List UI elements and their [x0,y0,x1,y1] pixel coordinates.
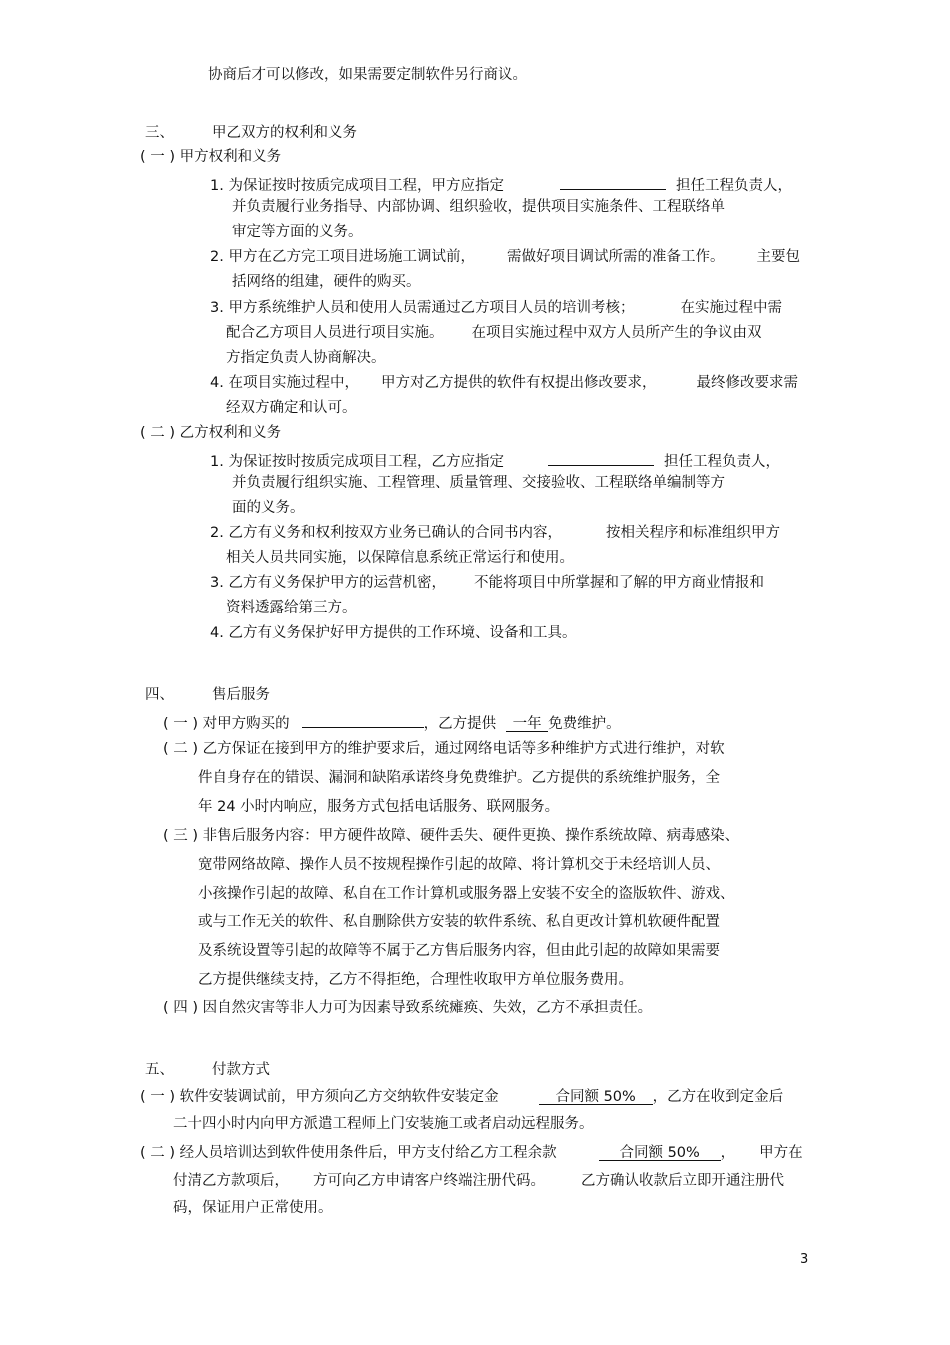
responsible-person-blank-a [560,173,666,190]
sec3-b-2-line2: 相关人员共同实施，以保障信息系统正常运行和使用。 [226,550,574,566]
section-5-number: 五、 [145,1062,174,1078]
section-3-title: 甲乙双方的权利和义务 [212,125,357,141]
sec3-a-1-line2: 并负责履行业务指导、内部协调、组织验收，提供项目实施条件、工程联络单 [232,199,725,215]
sec4-p3-line3: 小孩操作引起的故障、私自在工作计算机或服务器上安装不安全的盗版软件、游戏、 [198,886,735,902]
sec5-p1-line1: ( 一 ) 软件安装调试前，甲方须向乙方交纳软件安装定金 合同额 50% ，乙方在收到定金后 [140,1089,784,1105]
sec3-a-2-line1: 2. 甲方在乙方完工项目进场施工调试前， 需做好项目调试所需的准备工作。 主要包 [210,249,800,265]
sec4-p3-line5: 及系统设置等引起的故障等不属于乙方售后服务内容，但由此引起的故障如果需要 [198,943,720,959]
sec5-p2-line3: 码，保证用户正常使用。 [173,1200,333,1216]
sec3-b-label: ( 二 ) 乙方权利和义务 [140,425,282,441]
sec3-a-3-line3: 方指定负责人协商解决。 [226,350,386,366]
sec4-p1: ( 一 ) 对甲方购买的 ，乙方提供 一年 免费维护。 [163,711,621,733]
responsible-person-blank-b [548,449,654,466]
sec3-b-1-line3: 面的义务。 [232,500,305,516]
purchased-item-blank [302,711,424,728]
sec4-p3-line1: ( 三 ) 非售后服务内容：甲方硬件故障、硬件丢失、硬件更换、操作系统故障、病毒感染、 [163,828,740,844]
sec5-p1-line2: 二十四小时内向甲方派遣工程师上门安装施工或者启动远程服务。 [173,1116,594,1132]
sec4-p2-line3: 年 24 小时内响应，服务方式包括电话服务、联网服务。 [198,799,560,815]
sec4-p3-line6: 乙方提供继续支持，乙方不得拒绝，合理性收取甲方单位服务费用。 [198,972,633,988]
sec5-p2-line2: 付清乙方款项后， 方可向乙方申请客户终端注册代码。 乙方确认收款后立即开通注册代 [173,1173,784,1189]
sec5-p2-line1: ( 二 ) 经人员培训达到软件使用条件后，甲方支付给乙方工程余款 合同额 50% ， 甲方在 [140,1145,803,1161]
sec4-p2-line1: ( 二 ) 乙方保证在接到甲方的维护要求后，通过网络电话等多种维护方式进行维护，对软 [163,741,725,757]
section-4-number: 四、 [145,687,174,703]
sec3-a-4-line1: 4. 在项目实施过程中， 甲方对乙方提供的软件有权提出修改要求， 最终修改要求需 [210,375,798,391]
deposit-amount: 合同额 50% [539,1088,653,1105]
intro-tail: 协商后才可以修改，如果需要定制软件另行商议。 [208,67,527,83]
sec4-p3-line2: 宽带网络故障、操作人员不按规程操作引起的故障、将计算机交于未经培训人员、 [198,857,720,873]
sec3-b-3-line2: 资料透露给第三方。 [226,600,357,616]
sec3-b-2-line1: 2. 乙方有义务和权利按双方业务已确认的合同书内容， 按相关程序和标准组织甲方 [210,525,780,541]
sec3-a-3-line1: 3. 甲方系统维护人员和使用人员需通过乙方项目人员的培训考核； 在实施过程中需 [210,300,782,316]
sec4-p2-line2: 件自身存在的错误、漏洞和缺陷承诺终身免费维护。乙方提供的系统维护服务，全 [198,770,720,786]
section-4-title: 售后服务 [212,687,270,703]
sec3-a-1-line3: 审定等方面的义务。 [232,224,363,240]
sec3-a-3-line2: 配合乙方项目人员进行项目实施。 在项目实施过程中双方人员所产生的争议由双 [226,325,762,341]
sec4-p4-line1: ( 四 ) 因自然灾害等非人力可为因素导致系统瘫痪、失效，乙方不承担责任。 [163,1000,653,1016]
sec3-b-4-line1: 4. 乙方有义务保护好甲方提供的工作环境、设备和工具。 [210,625,577,641]
free-maintenance-term: 一年 [506,715,548,732]
sec3-a-4-line2: 经双方确定和认可。 [226,400,357,416]
page-number: 3 [800,1252,809,1267]
sec3-a-1-line1: 1. 为保证按时按质完成项目工程，甲方应指定 担任工程负责人， [210,173,792,195]
balance-amount: 合同额 50% [599,1144,721,1161]
section-5-title: 付款方式 [212,1062,270,1078]
sec3-b-1-line1: 1. 为保证按时按质完成项目工程，乙方应指定 担任工程负责人， [210,449,780,471]
section-3-number: 三、 [145,125,174,141]
sec3-b-3-line1: 3. 乙方有义务保护甲方的运营机密， 不能将项目中所掌握和了解的甲方商业情报和 [210,575,764,591]
sec3-b-1-line2: 并负责履行组织实施、工程管理、质量管理、交接验收、工程联络单编制等方 [232,475,725,491]
sec3-a-label: ( 一 ) 甲方权利和义务 [140,149,282,165]
sec4-p3-line4: 或与工作无关的软件、私自删除供方安装的软件系统、私自更改计算机软硬件配置 [198,914,720,930]
sec3-a-2-line2: 括网络的组建，硬件的购买。 [232,274,421,290]
